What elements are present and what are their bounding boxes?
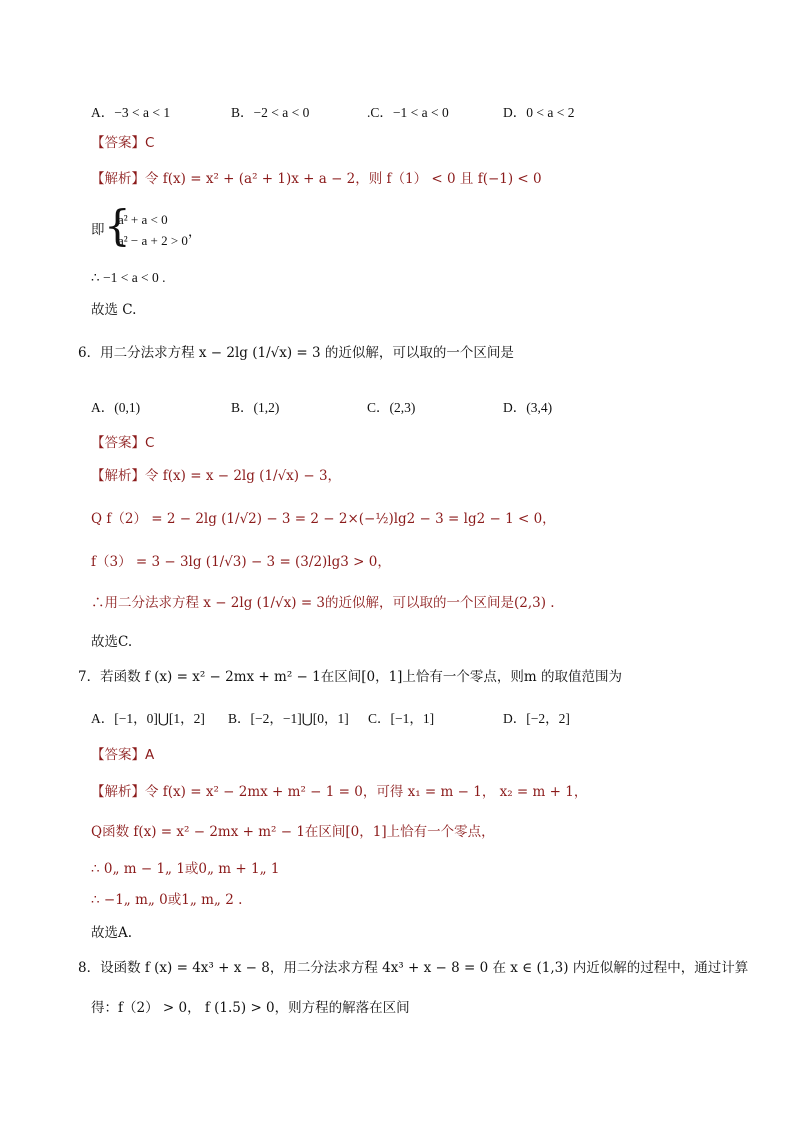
q7-option-c: C．[−1，1] <box>368 711 435 726</box>
q6-option-c: C．(2,3) <box>367 400 416 415</box>
q7-step3: ∴ −1„ m„ 0或1„ m„ 2 . <box>91 892 243 908</box>
q6-step2: f（3） = 3 − 3lg (1/√3) − 3 = (3/2)lg3 > 0， <box>91 554 391 570</box>
left-brace-icon: { <box>104 201 131 250</box>
q7-analysis: 【解析】令 f(x) = x² − 2mx + m² − 1 = 0，可得 x₁ = m − 1， x₂ = m + 1， <box>91 784 588 800</box>
q7-choose: 故选A. <box>91 925 133 941</box>
q7-option-d: D．[−2，2] <box>503 711 570 726</box>
q7-step1: Q函数 f(x) = x² − 2mx + m² − 1在区间[0，1]上恰有一个零点， <box>91 824 495 840</box>
q5-system-prefix: 即 <box>91 222 105 238</box>
q6-answer: 【答案】C <box>91 435 155 451</box>
q7-answer: 【答案】A <box>91 747 155 763</box>
q7-option-b: B．[−2，−1]⋃[0，1] <box>228 711 349 726</box>
q7-step2: ∴ 0„ m − 1„ 1或0„ m + 1„ 1 <box>91 861 280 877</box>
q5-option-c: .C．−1 < a < 0 <box>367 105 449 120</box>
q7-question: 7．若函数 f (x) = x² − 2mx + m² − 1在区间[0，1]上恰有一个零点，则m 的取值范围为 <box>78 669 623 685</box>
q6-choose: 故选C. <box>91 634 133 650</box>
q6-option-a: A．(0,1) <box>91 400 141 415</box>
q5-option-a: A．−3 < a < 1 <box>91 105 171 120</box>
q7-option-a: A．[−1，0]⋃[1，2] <box>91 711 205 726</box>
q6-option-d: D．(3,4) <box>503 400 553 415</box>
q8-question-line2: 得：f（2） > 0， f (1.5) > 0，则方程的解落在区间 <box>91 1000 410 1016</box>
q6-option-b: B．(1,2) <box>231 400 280 415</box>
q6-conclusion: ∴用二分法求方程 x − 2lg (1/√x) = 3的近似解，可以取的一个区间是(2,3) . <box>91 595 555 611</box>
q5-analysis: 【解析】令 f(x) = x² + (a² + 1)x + a − 2，则 f（1） < 0 且 f(−1) < 0 <box>91 171 542 187</box>
q6-step1: Q f（2） = 2 − 2lg (1/√2) − 3 = 2 − 2×(−½)lg2 − 3 = lg2 − 1 < 0， <box>91 511 556 527</box>
q5-answer: 【答案】C <box>91 135 155 151</box>
q5-system-line2: a² − a + 2 > 0 <box>118 233 188 248</box>
q5-therefore: ∴ −1 < a < 0 . <box>91 270 166 285</box>
q6-question: 6．用二分法求方程 x − 2lg (1/√x) = 3 的近似解，可以取的一个区间是 <box>78 345 514 361</box>
q5-system-suffix: ， <box>188 224 202 240</box>
q5-choose: 故选 C. <box>91 302 137 318</box>
q5-option-d: D．0 < a < 2 <box>503 105 575 120</box>
q8-question: 8．设函数 f (x) = 4x³ + x − 8，用二分法求方程 4x³ + x − 8 = 0 在 x ∈ (1,3) 内近似解的过程中，通过计算 <box>78 960 749 976</box>
q5-option-b: B．−2 < a < 0 <box>231 105 310 120</box>
q6-analysis: 【解析】令 f(x) = x − 2lg (1/√x) − 3， <box>91 468 342 484</box>
q5-system-line1: a² + a < 0 <box>118 212 168 227</box>
